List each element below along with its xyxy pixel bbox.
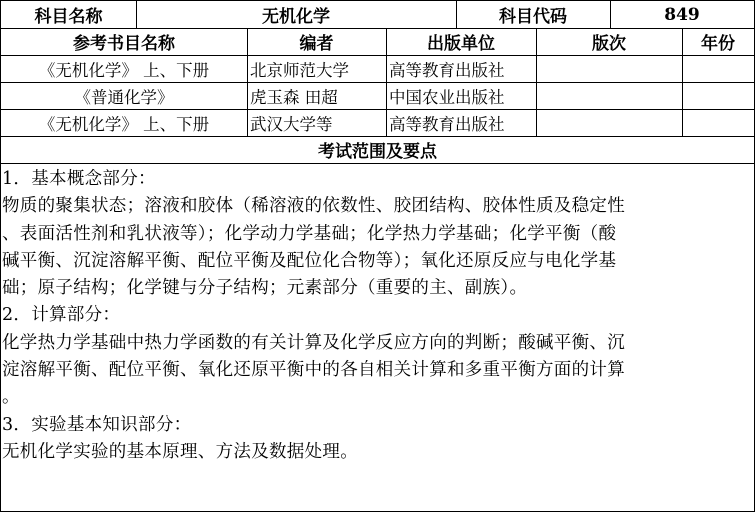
scope-line: 。 [2, 387, 20, 408]
scope-line: 础；原子结构；化学键与分子结构；元素部分（重要的主、副族）。 [2, 278, 528, 299]
book-edition [536, 82, 683, 110]
scope-line: 碱平衡、沉淀溶解平衡、配位平衡及配位化合物等）；氧化还原反应与电化学基 [2, 250, 617, 271]
book-year [682, 55, 755, 83]
book-title: 《无机化学》 上、下册 [0, 109, 248, 137]
book-edition [536, 55, 683, 83]
book-publisher: 高等教育出版社 [386, 109, 537, 137]
book-publisher: 高等教育出版社 [386, 55, 537, 83]
scope-title: 考试范围及要点 [0, 136, 755, 164]
col-header-publisher: 出版单位 [386, 28, 537, 56]
subject-name-value: 无机化学 [136, 0, 457, 29]
col-header-author: 编者 [247, 28, 387, 56]
scope-line: 3．实验基本知识部分： [2, 414, 192, 435]
book-edition [536, 109, 683, 137]
scope-line: 2．计算部分： [2, 305, 121, 326]
book-author: 武汉大学等 [247, 109, 387, 137]
subject-name-label: 科目名称 [0, 0, 137, 29]
scope-line: 淀溶解平衡、配位平衡、氧化还原平衡中的各自相关计算和多重平衡方面的计算 [2, 360, 625, 381]
book-publisher: 中国农业出版社 [386, 82, 537, 110]
scope-line: 无机化学实验的基本原理、方法及数据处理。 [2, 441, 358, 462]
scope-line: 化学热力学基础中热力学函数的有关计算及化学反应方向的判断；酸碱平衡、沉 [2, 332, 625, 353]
book-author: 虎玉森 田超 [247, 82, 387, 110]
subject-code-value: 849 [610, 0, 755, 29]
scope-line: 物质的聚集状态；溶液和胶体（稀溶液的依数性、胶团结构、胶体性质及稳定性 [2, 196, 625, 217]
scope-line: 1．基本概念部分： [2, 169, 156, 189]
book-year [682, 82, 755, 110]
book-author: 北京师范大学 [247, 55, 387, 83]
col-header-edition: 版次 [536, 28, 683, 56]
book-year [682, 109, 755, 137]
col-header-title: 参考书目名称 [0, 28, 248, 56]
book-title: 《普通化学》 [0, 82, 248, 110]
scope-line: 、表面活性剂和乳状液等）；化学动力学基础；化学热力学基础；化学平衡（酸 [2, 223, 617, 244]
scope-body [2, 166, 750, 466]
col-header-year: 年份 [682, 28, 755, 56]
book-title: 《无机化学》 上、下册 [0, 55, 248, 83]
subject-code-label: 科目代码 [456, 0, 611, 29]
